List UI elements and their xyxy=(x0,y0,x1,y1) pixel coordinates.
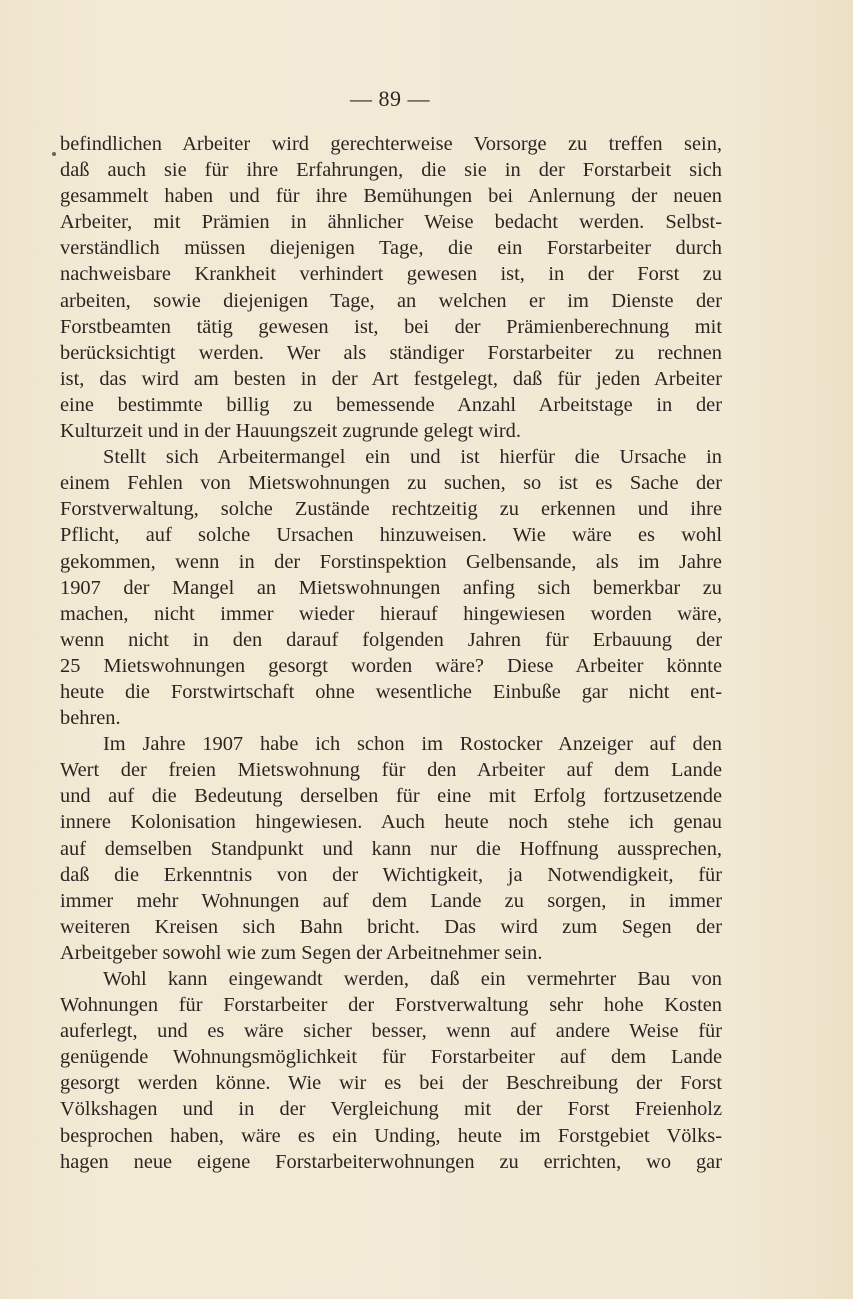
text-line: arbeiten, sowie diejenigen Tage, an welchen er im Dienste der xyxy=(60,289,722,312)
text-line: genügende Wohnungsmöglichkeit für Forstarbeiter auf dem Lande xyxy=(60,1046,722,1069)
ink-speck xyxy=(52,152,56,156)
text-line: daß die Erkenntnis von der Wichtigkeit, ja Notwendigkeit, für xyxy=(60,863,722,886)
body-text xyxy=(60,131,722,1175)
paragraph-2 xyxy=(60,444,722,731)
text-line: hagen neue eigene Forstarbeiterwohnungen zu errichten, wo gar xyxy=(60,1150,722,1173)
text-line: wenn nicht in den darauf folgenden Jahren für Erbauung der xyxy=(60,628,722,651)
text-line: daß auch sie für ihre Erfahrungen, die sie in der Forstarbeit sich xyxy=(60,159,722,182)
text-line: und auf die Bedeutung derselben für eine mit Erfolg fortzusetzende xyxy=(60,785,722,808)
text-line: Wert der freien Mietswohnung für den Arbeiter auf dem Lande xyxy=(60,759,722,782)
text-line: 25 Mietswohnungen gesorgt worden wäre? Diese Arbeiter könnte xyxy=(60,654,722,677)
text-line: gekommen, wenn in der Forstinspektion Gelbensande, als im Jahre xyxy=(60,550,722,573)
text-line: berücksichtigt werden. Wer als ständiger Forstarbeiter zu rechnen xyxy=(60,341,722,364)
text-line: behren. xyxy=(60,707,121,730)
text-line: auferlegt, und es wäre sicher besser, wenn auf andere Weise für xyxy=(60,1020,722,1043)
text-line: innere Kolonisation hingewiesen. Auch heute noch stehe ich genau xyxy=(60,811,722,834)
page-number: — 89 — xyxy=(350,86,430,111)
text-line: Wohl kann eingewandt werden, daß ein vermehrter Bau von xyxy=(103,968,722,990)
text-line: gesammelt haben und für ihre Bemühungen bei Anlernung der neuen xyxy=(60,185,722,208)
text-line: einem Fehlen von Mietswohnungen zu suchen, so ist es Sache der xyxy=(60,472,722,495)
text-line: Arbeitgeber sowohl wie zum Segen der Arbeitnehmer sein. xyxy=(60,941,543,964)
text-line: Pflicht, auf solche Ursachen hinzuweisen. Wie wäre es wohl xyxy=(60,524,722,547)
text-line: heute die Forstwirtschaft ohne wesentliche Einbuße gar nicht ent- xyxy=(60,680,722,703)
text-line: 1907 der Mangel an Mietswohnungen anfing sich bemerkbar zu xyxy=(60,576,722,599)
text-line: Forstverwaltung, solche Zustände rechtzeitig zu erkennen und ihre xyxy=(60,498,722,521)
text-line: Wohnungen für Forstarbeiter der Forstverwaltung sehr hohe Kosten xyxy=(60,994,722,1017)
paragraph-3 xyxy=(60,731,722,966)
text-line: besprochen haben, wäre es ein Unding, heute im Forstgebiet Völks- xyxy=(60,1124,722,1147)
text-line: Stellt sich Arbeitermangel ein und ist hierfür die Ursache in xyxy=(103,446,722,469)
text-line: verständlich müssen diejenigen Tage, die ein Forstarbeiter durch xyxy=(60,237,722,260)
text-line: Völkshagen und in der Vergleichung mit der Forst Freienholz xyxy=(60,1098,722,1121)
text-line: gesorgt werden könne. Wie wir es bei der Beschreibung der Forst xyxy=(60,1072,722,1095)
text-line: auf demselben Standpunkt und kann nur die Hoffnung aussprechen, xyxy=(60,837,722,860)
paragraph-1 xyxy=(60,131,722,444)
paragraph-4 xyxy=(60,966,722,1175)
text-line: ist, das wird am besten in der Art festgelegt, daß für jeden Arbeiter xyxy=(60,367,722,390)
text-line: immer mehr Wohnungen auf dem Lande zu sorgen, in immer xyxy=(60,889,722,912)
text-line: machen, nicht immer wieder hierauf hingewiesen worden wäre, xyxy=(60,602,722,625)
text-line: Kulturzeit und in der Hauungszeit zugrunde gelegt wird. xyxy=(60,420,521,443)
text-line: Arbeiter, mit Prämien in ähnlicher Weise bedacht werden. Selbst- xyxy=(60,211,722,234)
text-line: Im Jahre 1907 habe ich schon im Rostocker Anzeiger auf den xyxy=(103,733,722,756)
text-line: weiteren Kreisen sich Bahn bricht. Das wird zum Segen der xyxy=(60,915,722,938)
text-line: nachweisbare Krankheit verhindert gewesen ist, in der Forst zu xyxy=(60,263,722,286)
text-line: befindlichen Arbeiter wird gerechterweise Vorsorge zu treffen sein, xyxy=(60,133,722,155)
text-line: Forstbeamten tätig gewesen ist, bei der Prämienberechnung mit xyxy=(60,315,722,338)
text-line: eine bestimmte billig zu bemessende Anzahl Arbeitstage in der xyxy=(60,393,722,416)
